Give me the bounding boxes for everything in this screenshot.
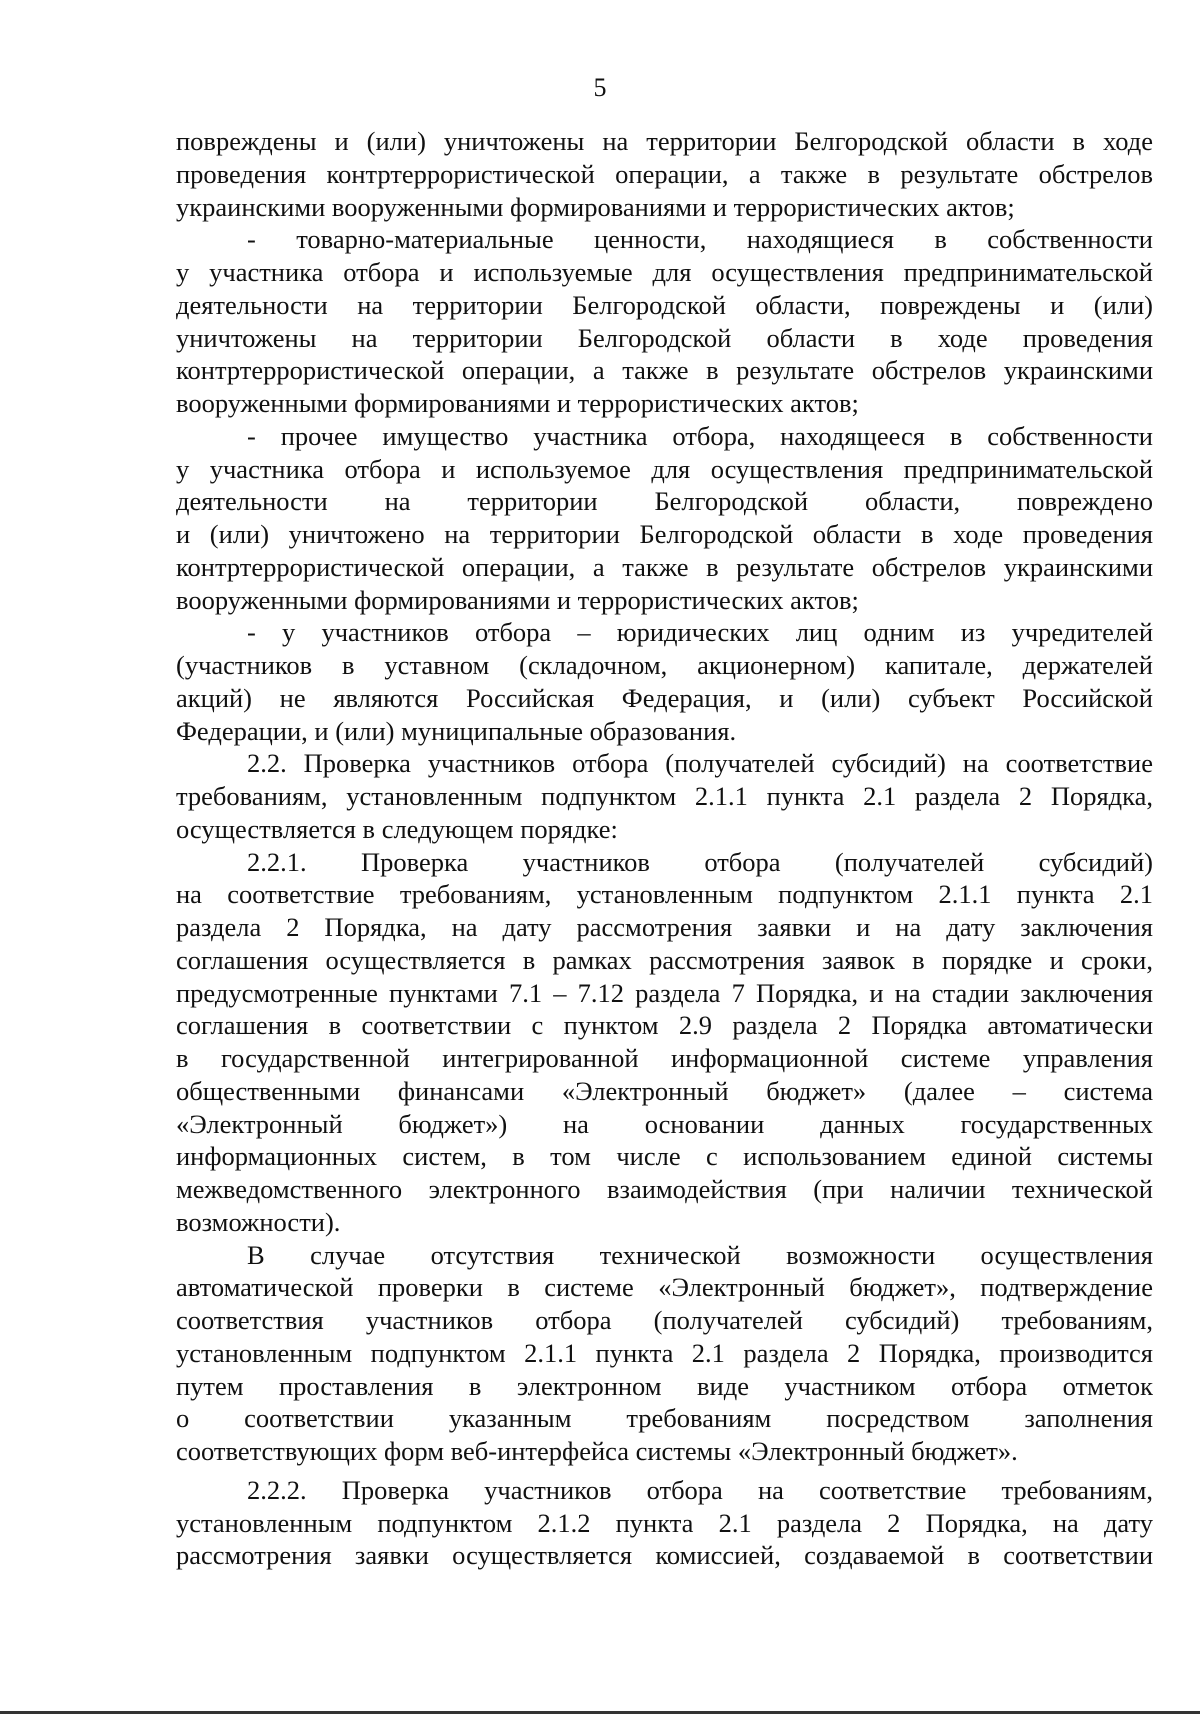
text-line: - прочее имущество участника отбора, находящееся в собственности: [247, 420, 1153, 451]
text-line: 2.2. Проверка участников отбора (получателей субсидий) на соответствие: [247, 748, 1153, 779]
text-line: уничтожены на территории Белгородской области в ходе проведения: [176, 322, 1153, 353]
text-line: возможности).: [176, 1206, 341, 1237]
text-line: осуществляется в следующем порядке:: [176, 813, 618, 844]
document-body: [176, 125, 1153, 1572]
text-line: о соответствии указанным требованиям посредством заполнения: [176, 1403, 1153, 1434]
text-line: межведомственного электронного взаимодействия (при наличии технической: [176, 1174, 1153, 1204]
text-line: в государственной интегрированной информационной системе управления: [176, 1043, 1153, 1073]
text-line: и (или) уничтожено на территории Белгородской области в ходе проведения: [176, 519, 1153, 549]
text-line: проведения контртеррористической операции, а также в результате обстрелов: [176, 158, 1153, 189]
text-line: информационных систем, в том числе с использованием единой системы: [176, 1141, 1153, 1172]
text-line: рассмотрения заявки осуществляется комиссией, создаваемой в соответствии: [176, 1540, 1153, 1571]
text-line: предусмотренные пунктами 7.1 – 7.12 раздела 7 Порядка, и на стадии заключения: [176, 977, 1153, 1008]
text-line: 2.2.1. Проверка участников отбора (получателей субсидий): [247, 846, 1153, 877]
text-line: путем проставления в электронном виде участником отбора отметок: [176, 1370, 1153, 1401]
text-line: акций) не являются Российская Федерация, и (или) субъект Российской: [176, 682, 1153, 713]
text-line: повреждены и (или) уничтожены на территории Белгородской области в ходе: [176, 126, 1153, 156]
text-line: контртеррористической операции, а также в результате обстрелов украинскими: [176, 551, 1153, 582]
text-line: вооруженными формированиями и террористических актов;: [176, 388, 859, 418]
text-line: у участника отбора и используемые для осуществления предпринимательской: [176, 257, 1153, 287]
text-line: у участника отбора и используемое для осуществления предпринимательской: [176, 453, 1153, 484]
text-line: раздела 2 Порядка, на дату рассмотрения заявки и на дату заключения: [176, 912, 1153, 942]
text-line: деятельности на территории Белгородской области, повреждены и (или): [176, 289, 1153, 320]
page-number: 5: [593, 73, 607, 102]
text-line: соглашения осуществляется в рамках рассмотрения заявок в порядке и сроки,: [176, 944, 1153, 975]
text-line: «Электронный бюджет») на основании данных государственных: [176, 1108, 1153, 1139]
text-line: (участников в уставном (складочном, акционерном) капитале, держателей: [176, 650, 1153, 680]
text-line: деятельности на территории Белгородской области, повреждено: [176, 486, 1153, 517]
text-line: В случае отсутствия технической возможности осуществления: [247, 1239, 1153, 1270]
text-line: соглашения в соответствии с пунктом 2.9 раздела 2 Порядка автоматически: [176, 1010, 1153, 1041]
text-line: украинскими вооруженными формированиями и террористических актов;: [176, 191, 1015, 222]
text-line: - товарно-материальные ценности, находящиеся в собственности: [247, 224, 1153, 255]
text-line: установленным подпунктом 2.1.2 пункта 2.1 раздела 2 Порядка, на дату: [176, 1507, 1153, 1538]
text-line: - у участников отбора – юридических лиц одним из учредителей: [247, 617, 1153, 648]
text-line: установленным подпунктом 2.1.1 пункта 2.1 раздела 2 Порядка, производится: [176, 1337, 1153, 1368]
text-line: вооруженными формированиями и террористических актов;: [176, 584, 859, 615]
text-line: Федерации, и (или) муниципальные образования.: [176, 715, 737, 746]
text-line: контртеррористической операции, а также в результате обстрелов украинскими: [176, 355, 1153, 386]
text-line: 2.2.2. Проверка участников отбора на соответствие требованиям,: [247, 1474, 1153, 1505]
text-line: общественными финансами «Электронный бюджет» (далее – система: [176, 1075, 1153, 1106]
text-line: автоматической проверки в системе «Электронный бюджет», подтверждение: [176, 1272, 1153, 1303]
text-line: на соответствие требованиям, установленным подпунктом 2.1.1 пункта 2.1: [176, 879, 1153, 910]
text-line: соответствующих форм веб-интерфейса системы «Электронный бюджет».: [176, 1436, 1018, 1466]
text-line: требованиям, установленным подпунктом 2.1.1 пункта 2.1 раздела 2 Порядка,: [176, 781, 1153, 811]
text-line: соответствия участников отбора (получателей субсидий) требованиям,: [176, 1305, 1153, 1335]
